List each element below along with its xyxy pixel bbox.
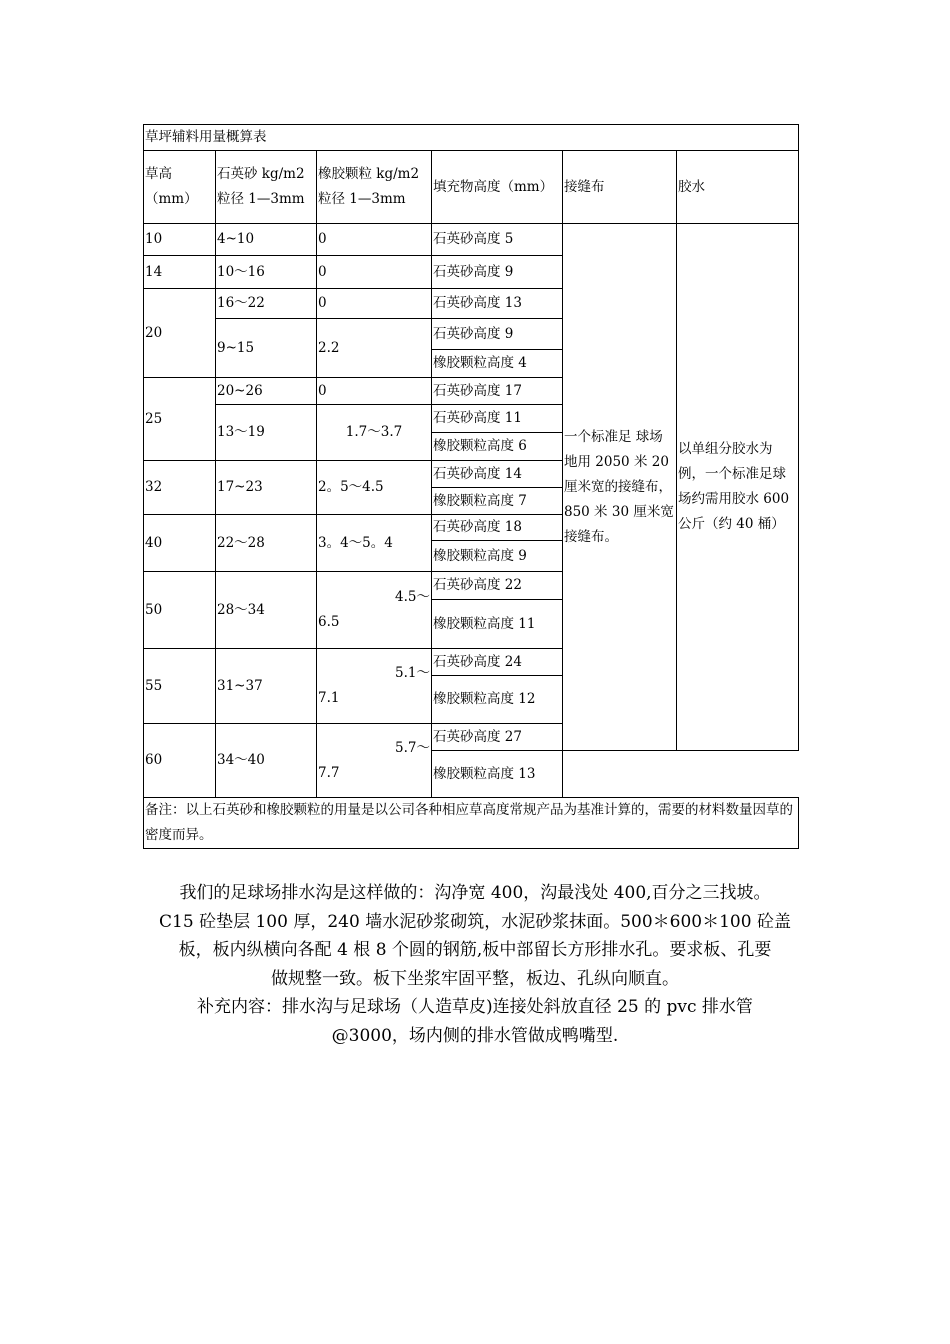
paragraph-line: 我们的足球场排水沟是这样做的：沟净宽 400，沟最浅处 400,百分之三找坡。	[179, 883, 771, 903]
grass-height-cell: 20	[144, 289, 216, 378]
fill-height-cell: 石英砂高度 13	[432, 289, 563, 319]
header-quartz: 石英砂 kg/m2 粒径 1—3mm	[216, 151, 317, 224]
header-rubber: 橡胶颗粒 kg/m2 粒径 1—3mm	[317, 151, 432, 224]
grass-height-cell: 50	[144, 572, 216, 649]
seam-tape-cell: 一个标准足 球场地用 2050 米 20 厘米宽的接缝布，850 米 30 厘米宽接缝布。	[563, 224, 677, 751]
fill-height-cell: 石英砂高度 9	[432, 256, 563, 289]
header-seam-tape: 接缝布	[563, 151, 677, 224]
fill-height-cell: 石英砂高度 17	[432, 378, 563, 405]
rubber-cell: 0	[317, 256, 432, 289]
table-note: 备注：以上石英砂和橡胶颗粒的用量是以公司各种相应草高度常规产品为基准计算的，需要的材料数量因草的密度而异。	[144, 798, 799, 849]
quartz-cell: 28～34	[216, 572, 317, 649]
quartz-cell: 20~26	[216, 378, 317, 405]
material-estimate-table	[143, 124, 799, 849]
fill-height-cell: 橡胶颗粒高度 6	[432, 433, 563, 461]
quartz-cell: 16～22	[216, 289, 317, 319]
fill-height-cell: 石英砂高度 22	[432, 572, 563, 600]
rubber-cell: 0	[317, 289, 432, 319]
rubber-range-end: 7.7	[318, 764, 340, 781]
fill-height-cell: 石英砂高度 24	[432, 649, 563, 676]
grass-height-cell: 10	[144, 224, 216, 256]
grass-height-cell: 14	[144, 256, 216, 289]
quartz-cell: 4~10	[216, 224, 317, 256]
fill-height-cell: 橡胶颗粒高度 9	[432, 541, 563, 572]
paragraph-line: @3000，场内侧的排水管做成鸭嘴型.	[331, 1025, 619, 1046]
rubber-range-start: 5.7～	[395, 739, 430, 756]
rubber-range-end: 6.5	[318, 614, 340, 630]
rubber-cell	[317, 572, 432, 649]
fill-height-cell: 石英砂高度 9	[432, 319, 563, 350]
rubber-cell: 2.2	[317, 319, 432, 378]
header-glue: 胶水	[677, 151, 799, 224]
quartz-cell: 17~23	[216, 461, 317, 515]
rubber-range-end: 7.1	[318, 690, 340, 706]
rubber-cell: 3。4～5。4	[317, 515, 432, 572]
fill-height-cell: 石英砂高度 18	[432, 515, 563, 541]
paragraph-line: 补充内容：排水沟与足球场（人造草皮)连接处斜放直径 25 的 pvc 排水管	[197, 997, 753, 1017]
rubber-cell	[317, 649, 432, 724]
grass-height-cell: 60	[144, 724, 216, 798]
rubber-range-start: 4.5～	[395, 589, 430, 605]
paragraph-line: 做规整一致。板下坐浆牢固平整，板边、孔纵向顺直。	[271, 968, 679, 989]
rubber-cell: 1.7～3.7	[317, 405, 432, 461]
quartz-cell: 9~15	[216, 319, 317, 378]
fill-height-cell: 石英砂高度 27	[432, 724, 563, 751]
glue-cell: 以单组分胶水为例，一个标准足球场约需用胶水 600 公斤（约 40 桶）	[677, 224, 799, 751]
drainage-description	[143, 879, 807, 1050]
fill-height-cell: 橡胶颗粒高度 4	[432, 350, 563, 378]
fill-height-cell: 橡胶颗粒高度 13	[432, 751, 563, 798]
grass-height-cell: 32	[144, 461, 216, 515]
rubber-cell: 0	[317, 224, 432, 256]
rubber-range-start: 5.1～	[395, 665, 430, 681]
fill-height-cell: 橡胶颗粒高度 11	[432, 600, 563, 649]
quartz-cell: 22～28	[216, 515, 317, 572]
quartz-cell: 31~37	[216, 649, 317, 724]
rubber-cell: 2。5～4.5	[317, 461, 432, 515]
paragraph-line: 板，板内纵横向各配 4 根 8 个圆的钢筋,板中部留长方形排水孔。要求板、孔要	[178, 940, 772, 960]
quartz-cell: 10～16	[216, 256, 317, 289]
paragraph-line: C15 砼垫层 100 厚，240 墙水泥砂浆砌筑，水泥砂浆抹面。500＊600＊100 砼盖	[159, 911, 791, 932]
header-grass-height: 草高（mm）	[144, 151, 216, 224]
fill-height-cell: 石英砂高度 5	[432, 224, 563, 256]
fill-height-cell: 橡胶颗粒高度 12	[432, 676, 563, 724]
rubber-cell: 0	[317, 378, 432, 405]
table-title: 草坪辅料用量概算表	[144, 125, 799, 151]
fill-height-cell: 橡胶颗粒高度 7	[432, 488, 563, 515]
fill-height-cell: 石英砂高度 11	[432, 405, 563, 433]
quartz-cell: 34～40	[216, 724, 317, 798]
grass-height-cell: 55	[144, 649, 216, 724]
header-fill-height: 填充物高度（mm）	[432, 151, 563, 224]
rubber-cell	[317, 724, 432, 798]
quartz-cell: 13～19	[216, 405, 317, 461]
fill-height-cell: 石英砂高度 14	[432, 461, 563, 488]
grass-height-cell: 40	[144, 515, 216, 572]
grass-height-cell: 25	[144, 378, 216, 461]
